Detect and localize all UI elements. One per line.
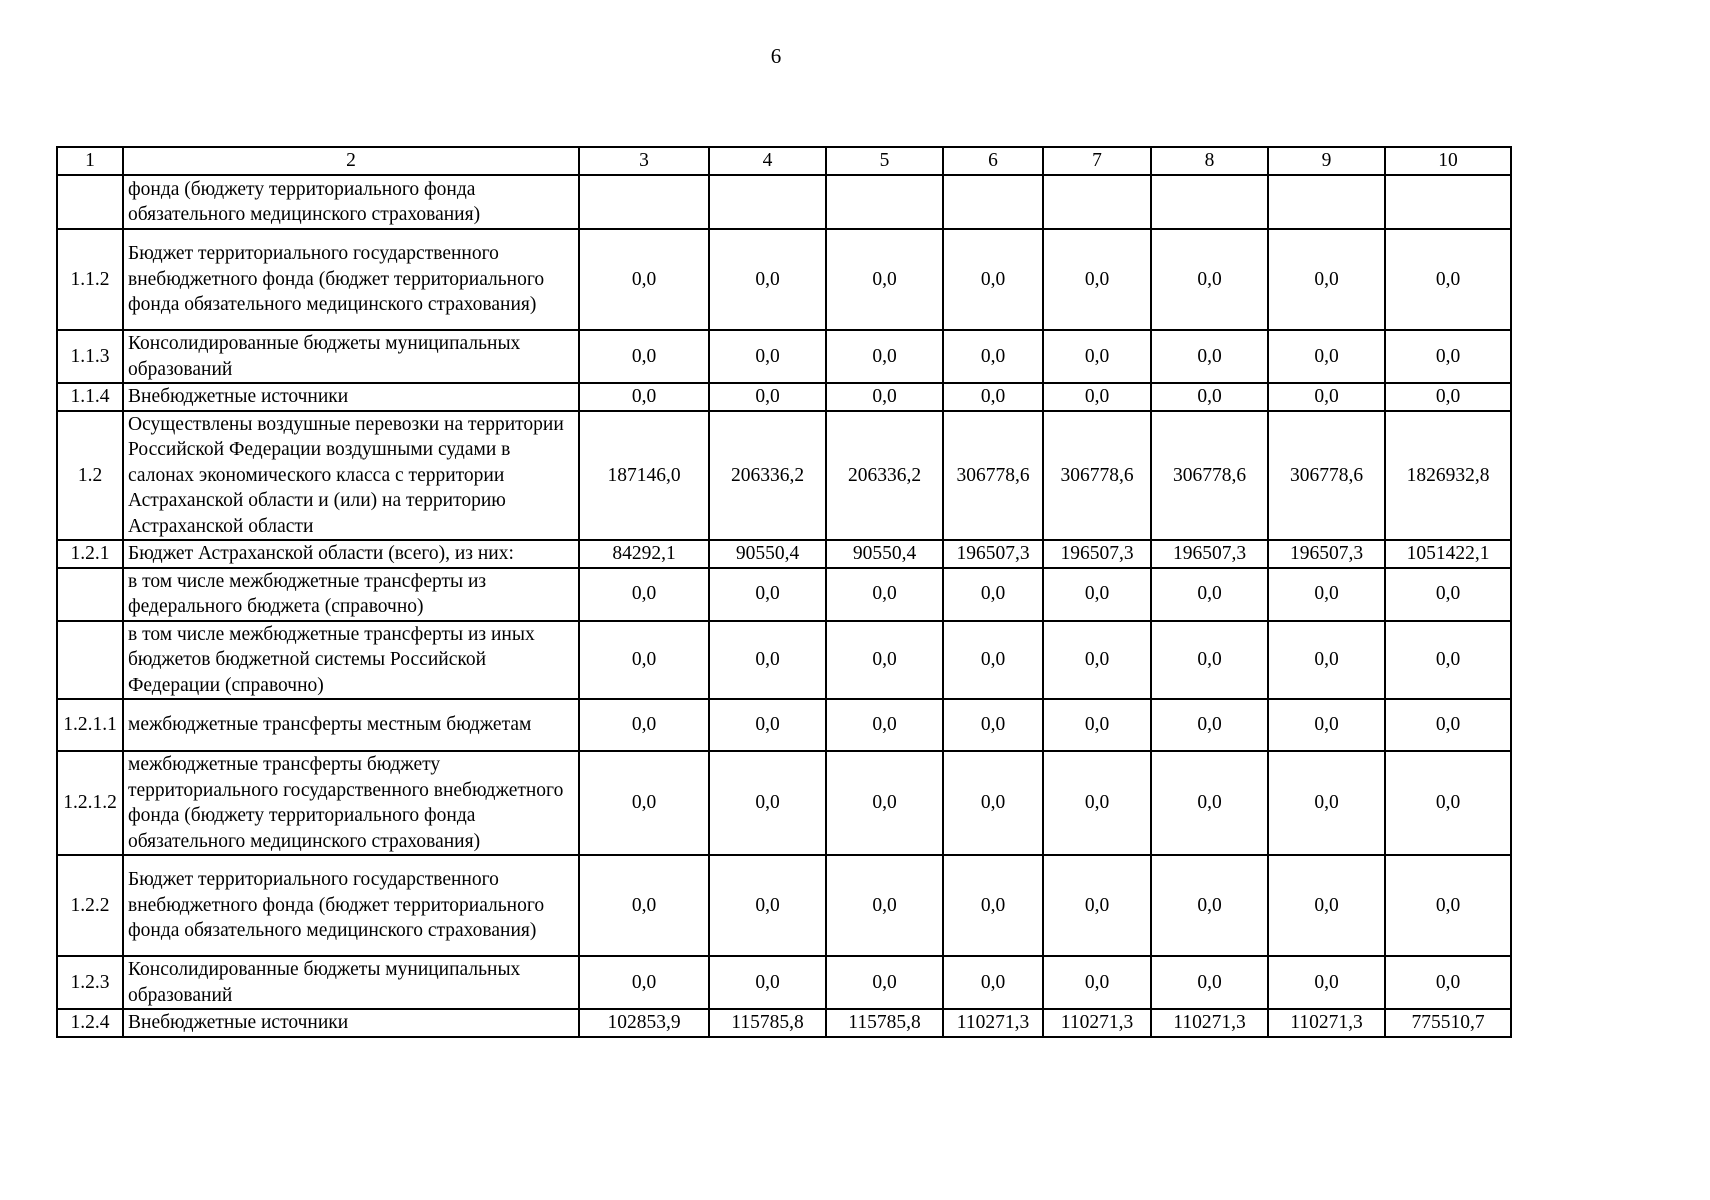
- value-cell: 0,0: [1385, 330, 1511, 383]
- value-cell: 0,0: [1268, 229, 1385, 330]
- value-cell: 0,0: [826, 621, 943, 700]
- value-cell: 0,0: [826, 229, 943, 330]
- value-cell: 0,0: [1385, 229, 1511, 330]
- row-number: [57, 175, 123, 229]
- row-number: 1.1.3: [57, 330, 123, 383]
- value-cell: 0,0: [579, 751, 709, 855]
- value-cell: 0,0: [1385, 621, 1511, 700]
- table-row: [57, 330, 1511, 383]
- column-header: 9: [1268, 147, 1385, 175]
- table-body: [57, 147, 1511, 1037]
- value-cell: 0,0: [579, 699, 709, 751]
- value-cell: 115785,8: [826, 1009, 943, 1037]
- value-cell: 0,0: [1268, 568, 1385, 621]
- value-cell: 0,0: [1151, 229, 1268, 330]
- row-number: 1.2.1: [57, 540, 123, 568]
- value-cell: [1043, 175, 1151, 229]
- value-cell: 306778,6: [1043, 411, 1151, 541]
- value-cell: 206336,2: [826, 411, 943, 541]
- value-cell: 0,0: [1043, 621, 1151, 700]
- value-cell: 0,0: [1385, 699, 1511, 751]
- value-cell: [943, 175, 1043, 229]
- row-number: [57, 621, 123, 700]
- row-number: 1.2: [57, 411, 123, 541]
- value-cell: 0,0: [709, 621, 826, 700]
- table-row: [57, 956, 1511, 1009]
- row-number: 1.2.2: [57, 855, 123, 956]
- value-cell: 0,0: [943, 383, 1043, 411]
- row-name: Внебюджетные источники: [123, 383, 579, 411]
- table-row: [57, 568, 1511, 621]
- table-row: [57, 229, 1511, 330]
- value-cell: 115785,8: [709, 1009, 826, 1037]
- row-name: Консолидированные бюджеты муниципальных образований: [123, 330, 579, 383]
- value-cell: 306778,6: [1268, 411, 1385, 541]
- row-number: 1.2.1.2: [57, 751, 123, 855]
- table-row: [57, 699, 1511, 751]
- value-cell: 0,0: [826, 956, 943, 1009]
- value-cell: [709, 175, 826, 229]
- value-cell: 0,0: [1151, 621, 1268, 700]
- row-name: фонда (бюджету территориального фонда обязательного медицинского страхования): [123, 175, 579, 229]
- value-cell: 0,0: [943, 956, 1043, 1009]
- table-row: [57, 383, 1511, 411]
- row-name: Осуществлены воздушные перевозки на территории Российской Федерации воздушными судами в салонах экономического класса с территории Астраханской области и (или) на территорию Астраханской области: [123, 411, 579, 541]
- value-cell: 0,0: [1043, 751, 1151, 855]
- row-name: Бюджет Астраханской области (всего), из них:: [123, 540, 579, 568]
- row-name: межбюджетные трансферты бюджету территориального государственного внебюджетного фонда (бюджету территориального фонда обязательного медицинского страхования): [123, 751, 579, 855]
- row-number: 1.2.4: [57, 1009, 123, 1037]
- value-cell: 102853,9: [579, 1009, 709, 1037]
- value-cell: 0,0: [826, 699, 943, 751]
- value-cell: 196507,3: [1268, 540, 1385, 568]
- value-cell: 206336,2: [709, 411, 826, 541]
- row-name: в том числе межбюджетные трансферты из иных бюджетов бюджетной системы Российской Федерации (справочно): [123, 621, 579, 700]
- value-cell: 0,0: [826, 855, 943, 956]
- value-cell: 0,0: [1043, 956, 1151, 1009]
- value-cell: 0,0: [579, 956, 709, 1009]
- value-cell: 0,0: [709, 855, 826, 956]
- column-header: 1: [57, 147, 123, 175]
- value-cell: 0,0: [943, 751, 1043, 855]
- value-cell: 0,0: [1151, 383, 1268, 411]
- value-cell: 0,0: [1043, 330, 1151, 383]
- value-cell: 0,0: [709, 751, 826, 855]
- row-name: Бюджет территориального государственного внебюджетного фонда (бюджет территориального фонда обязательного медицинского страхования): [123, 855, 579, 956]
- value-cell: 0,0: [1151, 330, 1268, 383]
- value-cell: 0,0: [943, 855, 1043, 956]
- value-cell: 0,0: [943, 330, 1043, 383]
- value-cell: 110271,3: [1268, 1009, 1385, 1037]
- value-cell: 110271,3: [1151, 1009, 1268, 1037]
- value-cell: 0,0: [1043, 229, 1151, 330]
- value-cell: 0,0: [943, 621, 1043, 700]
- column-header: 10: [1385, 147, 1511, 175]
- value-cell: 90550,4: [709, 540, 826, 568]
- table-row: [57, 411, 1511, 541]
- value-cell: 775510,7: [1385, 1009, 1511, 1037]
- value-cell: 1826932,8: [1385, 411, 1511, 541]
- value-cell: 0,0: [826, 751, 943, 855]
- value-cell: 196507,3: [943, 540, 1043, 568]
- value-cell: 0,0: [826, 568, 943, 621]
- column-header: 8: [1151, 147, 1268, 175]
- table-row: [57, 540, 1511, 568]
- value-cell: 0,0: [1043, 383, 1151, 411]
- row-name: Консолидированные бюджеты муниципальных образований: [123, 956, 579, 1009]
- value-cell: 0,0: [1385, 383, 1511, 411]
- value-cell: 306778,6: [943, 411, 1043, 541]
- value-cell: 0,0: [579, 568, 709, 621]
- value-cell: 0,0: [1043, 855, 1151, 956]
- value-cell: 0,0: [1385, 855, 1511, 956]
- row-name: в том числе межбюджетные трансферты из федерального бюджета (справочно): [123, 568, 579, 621]
- value-cell: 0,0: [579, 383, 709, 411]
- column-header: 3: [579, 147, 709, 175]
- value-cell: 0,0: [1151, 751, 1268, 855]
- value-cell: 0,0: [579, 229, 709, 330]
- column-header: 7: [1043, 147, 1151, 175]
- value-cell: 0,0: [826, 330, 943, 383]
- value-cell: 0,0: [1151, 855, 1268, 956]
- row-name: Внебюджетные источники: [123, 1009, 579, 1037]
- value-cell: 0,0: [1268, 621, 1385, 700]
- table-row: [57, 855, 1511, 956]
- row-number: 1.1.4: [57, 383, 123, 411]
- value-cell: 0,0: [943, 229, 1043, 330]
- value-cell: 196507,3: [1043, 540, 1151, 568]
- value-cell: 0,0: [709, 568, 826, 621]
- value-cell: [826, 175, 943, 229]
- value-cell: 0,0: [1268, 855, 1385, 956]
- page-number: 6: [770, 44, 782, 68]
- table-row: [57, 175, 1511, 229]
- value-cell: 306778,6: [1151, 411, 1268, 541]
- value-cell: 0,0: [1043, 568, 1151, 621]
- value-cell: 84292,1: [579, 540, 709, 568]
- value-cell: 0,0: [709, 956, 826, 1009]
- value-cell: 110271,3: [943, 1009, 1043, 1037]
- row-name: Бюджет территориального государственного внебюджетного фонда (бюджет территориального фонда обязательного медицинского страхования): [123, 229, 579, 330]
- value-cell: 0,0: [709, 383, 826, 411]
- value-cell: 0,0: [1151, 568, 1268, 621]
- value-cell: 0,0: [943, 568, 1043, 621]
- value-cell: 110271,3: [1043, 1009, 1151, 1037]
- budget-table: [56, 146, 1512, 1038]
- row-name: межбюджетные трансферты местным бюджетам: [123, 699, 579, 751]
- value-cell: 0,0: [579, 855, 709, 956]
- value-cell: 0,0: [709, 699, 826, 751]
- row-number: 1.1.2: [57, 229, 123, 330]
- value-cell: 0,0: [1385, 751, 1511, 855]
- table-row: [57, 1009, 1511, 1037]
- value-cell: 0,0: [1268, 956, 1385, 1009]
- value-cell: [579, 175, 709, 229]
- value-cell: 0,0: [1268, 330, 1385, 383]
- column-header: 6: [943, 147, 1043, 175]
- value-cell: 0,0: [579, 330, 709, 383]
- value-cell: 0,0: [579, 621, 709, 700]
- value-cell: 0,0: [1268, 751, 1385, 855]
- value-cell: 0,0: [1385, 956, 1511, 1009]
- value-cell: [1268, 175, 1385, 229]
- value-cell: 0,0: [1151, 956, 1268, 1009]
- header-row: [57, 147, 1511, 175]
- value-cell: 0,0: [1268, 383, 1385, 411]
- row-number: 1.2.3: [57, 956, 123, 1009]
- row-number: 1.2.1.1: [57, 699, 123, 751]
- value-cell: 0,0: [1385, 568, 1511, 621]
- column-header: 2: [123, 147, 579, 175]
- row-number: [57, 568, 123, 621]
- value-cell: 0,0: [709, 229, 826, 330]
- value-cell: 0,0: [826, 383, 943, 411]
- value-cell: [1151, 175, 1268, 229]
- value-cell: 0,0: [1151, 699, 1268, 751]
- column-header: 5: [826, 147, 943, 175]
- table-row: [57, 621, 1511, 700]
- value-cell: 196507,3: [1151, 540, 1268, 568]
- value-cell: 0,0: [1268, 699, 1385, 751]
- value-cell: 187146,0: [579, 411, 709, 541]
- column-header: 4: [709, 147, 826, 175]
- value-cell: 90550,4: [826, 540, 943, 568]
- value-cell: 1051422,1: [1385, 540, 1511, 568]
- value-cell: 0,0: [709, 330, 826, 383]
- value-cell: 0,0: [943, 699, 1043, 751]
- value-cell: 0,0: [1043, 699, 1151, 751]
- value-cell: [1385, 175, 1511, 229]
- table-row: [57, 751, 1511, 855]
